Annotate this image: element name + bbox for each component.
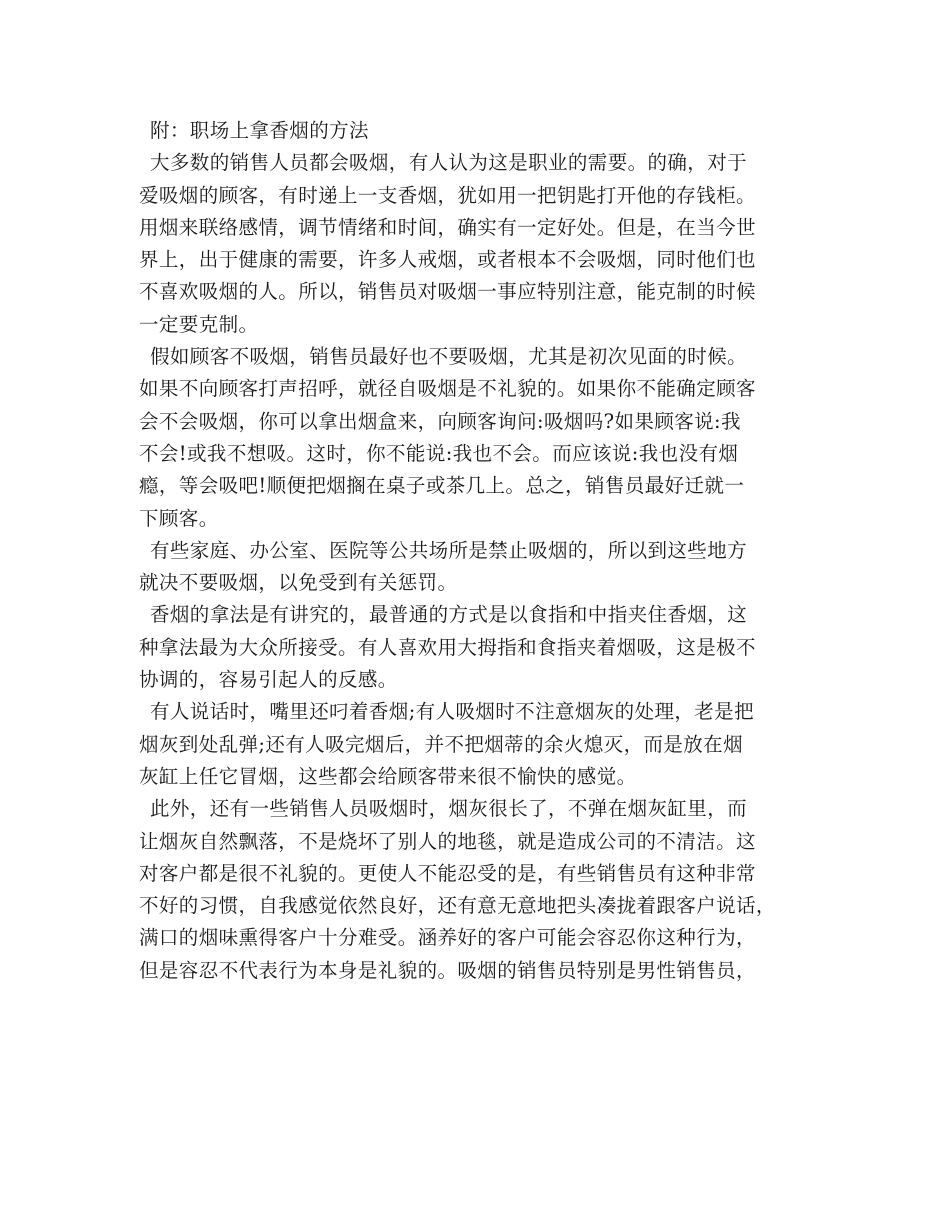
text-line: 有些家庭、办公室、医院等公共场所是禁止吸烟的，所以到这些地方 bbox=[150, 538, 748, 562]
document-title: 附：职场上拿香烟的方法 bbox=[150, 119, 369, 142]
text-line: 对客户都是很不礼貌的。更使人不能忍受的是，有些销售员有这种非常 bbox=[139, 861, 756, 885]
text-line: 有人说话时，嘴里还叼着香烟;有人吸烟时不注意烟灰的处理，老是把 bbox=[150, 700, 754, 724]
text-line: 瘾，等会吸吧!顺便把烟搁在桌子或茶几上。总之，销售员最好迁就一 bbox=[139, 474, 745, 498]
text-line: 假如顾客不吸烟，销售员最好也不要吸烟，尤其是初次见面的时候。 bbox=[150, 345, 748, 369]
text-line: 爱吸烟的顾客，有时递上一支香烟，犹如用一把钥匙打开他的存钱柜。 bbox=[139, 183, 756, 207]
text-line: 如果不向顾客打声招呼，就径自吸烟是不礼貌的。如果你不能确定顾客 bbox=[139, 377, 756, 401]
text-line: 用烟来联络感情，调节情绪和时间，确实有一定好处。但是，在当今世 bbox=[139, 215, 756, 239]
text-line: 大多数的销售人员都会吸烟，有人认为这是职业的需要。的确，对于 bbox=[150, 151, 748, 175]
text-line: 不会!或我不想吸。这时，你不能说:我也不会。而应该说:我也没有烟 bbox=[139, 441, 739, 465]
text-line: 协调的，容易引起人的反感。 bbox=[139, 668, 398, 692]
text-line: 满口的烟味熏得客户十分难受。涵养好的客户可能会容忍你这种行为， bbox=[139, 926, 756, 950]
text-line: 种拿法最为大众所接受。有人喜欢用大拇指和食指夹着烟吸，这是极不 bbox=[139, 635, 756, 659]
document-body bbox=[139, 115, 819, 987]
text-line: 界上，出于健康的需要，许多人戒烟，或者根本不会吸烟，同时他们也 bbox=[139, 248, 756, 272]
text-line: 就决不要吸烟，以免受到有关惩罚。 bbox=[139, 571, 458, 595]
text-line: 烟灰到处乱弹;还有人吸完烟后，并不把烟蒂的余火熄灭，而是放在烟 bbox=[139, 732, 743, 756]
text-line: 灰缸上任它冒烟，这些都会给顾客带来很不愉快的感觉。 bbox=[139, 764, 637, 788]
text-line: 不喜欢吸烟的人。所以，销售员对吸烟一事应特别注意，能克制的时候 bbox=[139, 280, 756, 304]
text-line: 下顾客。 bbox=[139, 506, 219, 530]
text-line: 一定要克制。 bbox=[139, 312, 259, 336]
text-line: 但是容忍不代表行为本身是礼貌的。吸烟的销售员特别是男性销售员， bbox=[139, 958, 756, 982]
text-line: 不好的习惯，自我感觉依然良好，还有意无意地把头凑拢着跟客户说话， bbox=[139, 894, 776, 918]
text-line: 香烟的拿法是有讲究的，最普通的方式是以食指和中指夹住香烟，这 bbox=[150, 603, 748, 627]
text-line: 此外，还有一些销售人员吸烟时，烟灰很长了，不弹在烟灰缸里，而 bbox=[150, 797, 748, 821]
text-line: 会不会吸烟，你可以拿出烟盒来，向顾客询问:吸烟吗?如果顾客说:我 bbox=[139, 409, 741, 433]
text-line: 让烟灰自然飘落，不是烧坏了别人的地毯，就是造成公司的不清洁。这 bbox=[139, 829, 756, 853]
